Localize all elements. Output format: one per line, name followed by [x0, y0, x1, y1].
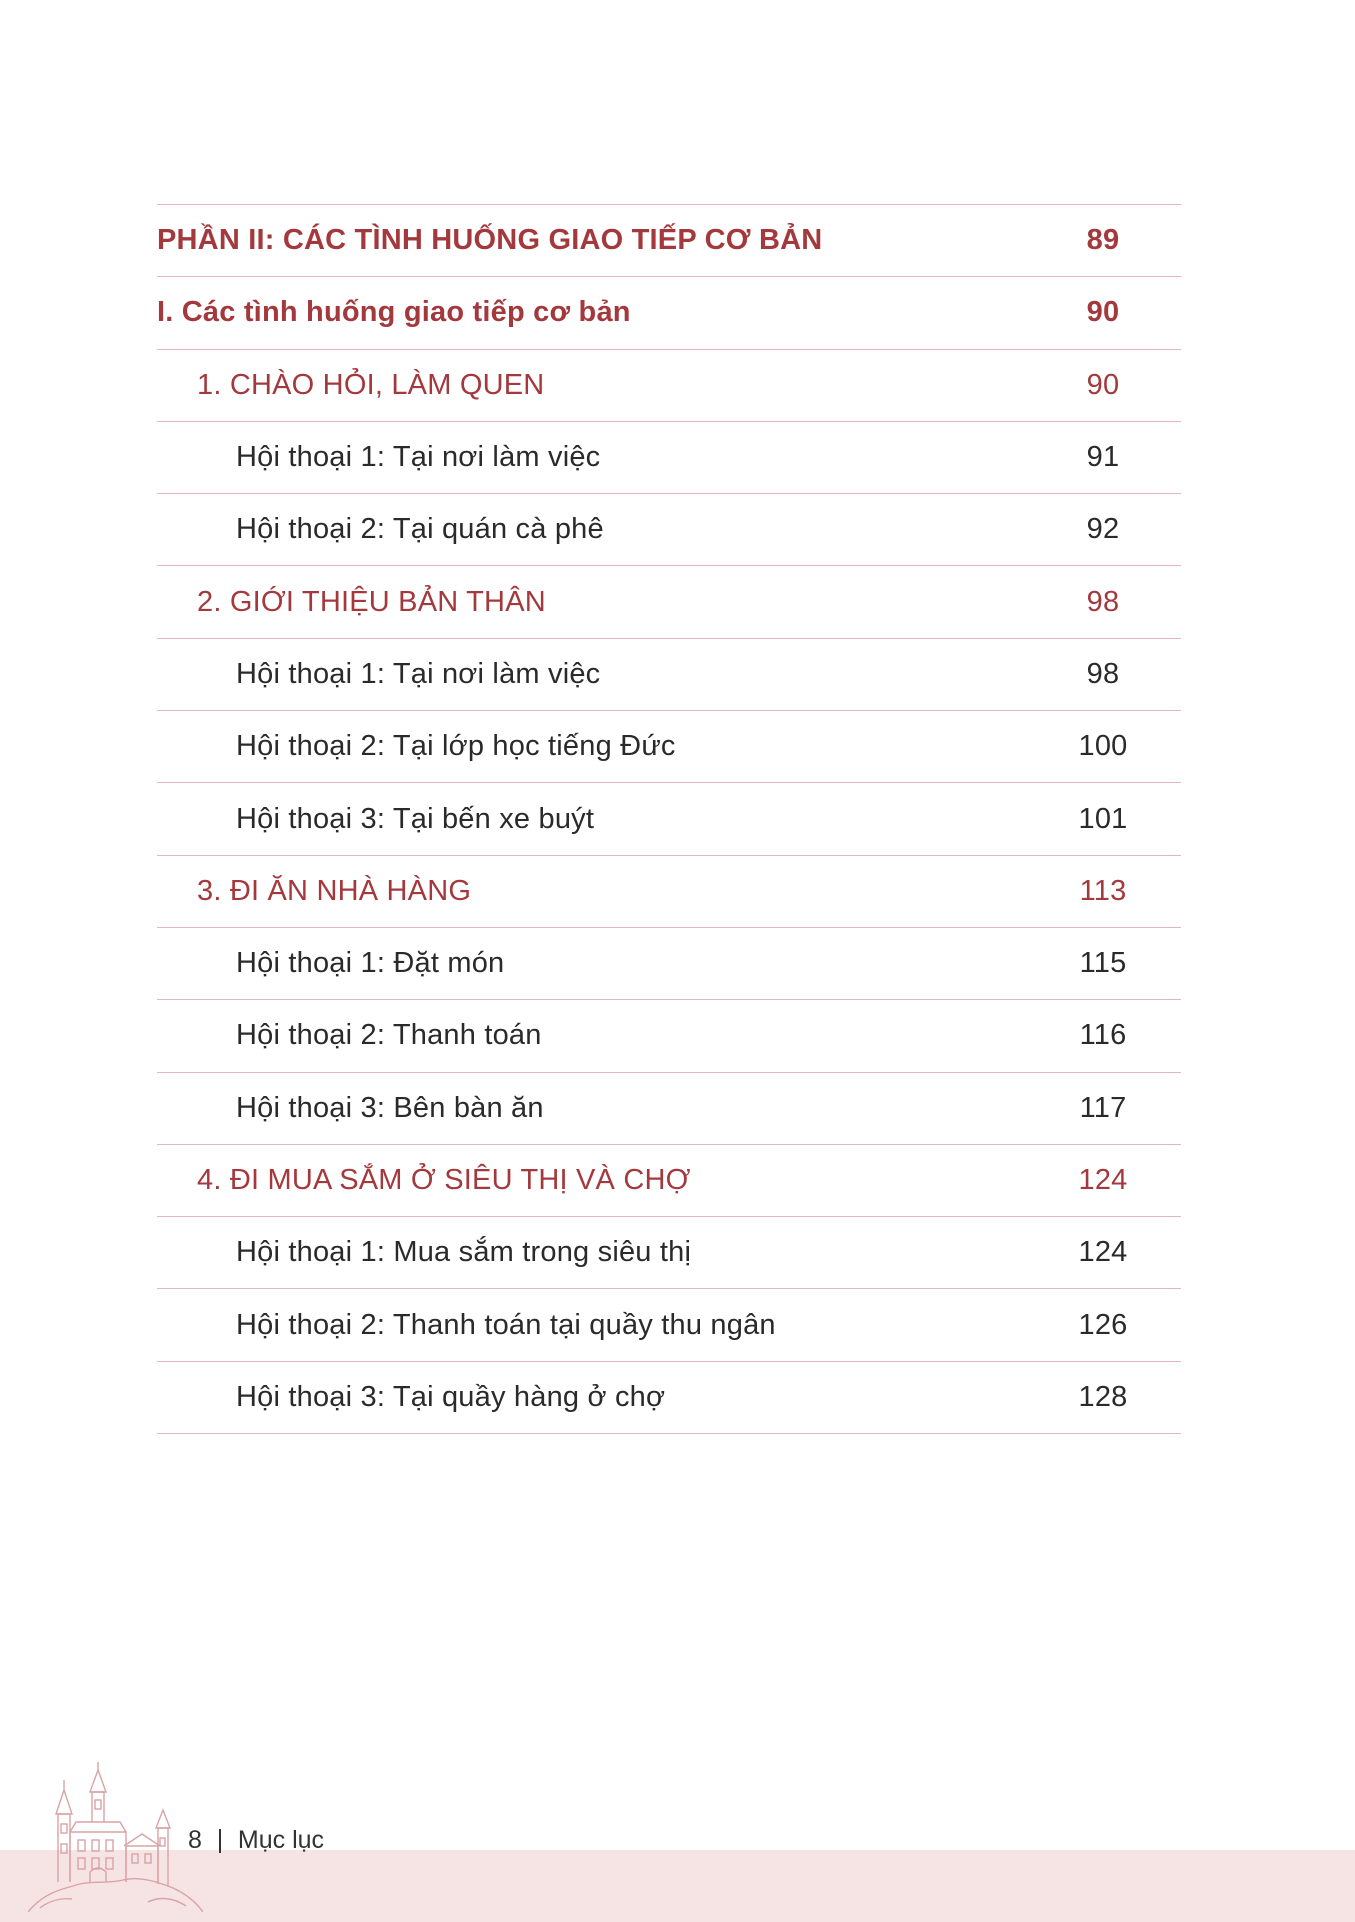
toc-entry-page: 98	[1086, 585, 1120, 618]
toc-row[interactable]	[157, 1289, 1181, 1361]
toc-entry-page: 113	[1079, 874, 1127, 907]
toc-row[interactable]	[157, 856, 1181, 928]
toc-entry-page: 90	[1086, 296, 1120, 329]
toc-entry-title: Hội thoại 2: Tại quán cà phê	[236, 513, 604, 546]
toc-entry-page: 115	[1079, 947, 1127, 980]
toc-entry-title: Hội thoại 1: Mua sắm trong siêu thị	[236, 1236, 692, 1269]
toc-row[interactable]	[157, 422, 1181, 494]
toc-entry-title: 1. CHÀO HỎI, LÀM QUEN	[197, 368, 545, 401]
toc-entry-page: 124	[1078, 1236, 1128, 1269]
toc-row[interactable]	[157, 1145, 1181, 1217]
toc-entry-title: Hội thoại 1: Tại nơi làm việc	[236, 657, 601, 690]
castle-icon	[28, 1762, 203, 1912]
toc-entry-page: 124	[1078, 1164, 1128, 1196]
toc-entry-title: 3. ĐI ĂN NHÀ HÀNG	[197, 874, 472, 907]
folio-divider	[219, 1829, 221, 1853]
toc-entry-page: 100	[1078, 730, 1128, 763]
toc-entry-title: Hội thoại 3: Tại quầy hàng ở chợ	[236, 1380, 666, 1413]
toc-entry-title: Hội thoại 2: Thanh toán tại quầy thu ngân	[236, 1308, 776, 1341]
toc-row[interactable]	[157, 783, 1181, 855]
toc-entry-page: 126	[1078, 1308, 1128, 1341]
toc-row[interactable]	[157, 928, 1181, 1000]
toc-entry-title: Hội thoại 3: Tại bến xe buýt	[236, 802, 595, 835]
toc-entry-page: 90	[1086, 368, 1120, 401]
toc-entry-page: 128	[1078, 1380, 1128, 1413]
toc-entry-page: 92	[1086, 513, 1120, 546]
toc-entry-page: 101	[1078, 802, 1128, 835]
toc-row[interactable]	[157, 350, 1181, 422]
toc-entry-title: 4. ĐI MUA SẮM Ở SIÊU THỊ VÀ CHỢ	[197, 1164, 691, 1196]
table-of-contents	[157, 204, 1181, 1434]
footer-band	[0, 1850, 1355, 1922]
toc-entry-page: 117	[1079, 1091, 1127, 1124]
toc-entry-title: Hội thoại 2: Thanh toán	[236, 1019, 542, 1052]
toc-entry-page: 89	[1086, 224, 1120, 257]
page-number: 8	[188, 1826, 202, 1854]
toc-entry-title: Hội thoại 1: Đặt món	[236, 947, 505, 980]
toc-entry-page: 91	[1086, 441, 1120, 474]
toc-entry-title: PHẦN II: CÁC TÌNH HUỐNG GIAO TIẾP CƠ BẢN	[157, 224, 823, 257]
toc-entry-title: Hội thoại 1: Tại nơi làm việc	[236, 441, 601, 474]
toc-entry-title: Hội thoại 3: Bên bàn ăn	[236, 1091, 544, 1124]
toc-row[interactable]	[157, 1217, 1181, 1289]
toc-row[interactable]	[157, 566, 1181, 638]
toc-row[interactable]	[157, 494, 1181, 566]
toc-row[interactable]	[157, 1000, 1181, 1072]
toc-row[interactable]	[157, 277, 1181, 349]
toc-row[interactable]	[157, 711, 1181, 783]
toc-entry-title: Hội thoại 2: Tại lớp học tiếng Đức	[236, 730, 676, 763]
page-folio	[188, 1826, 324, 1855]
toc-entry-title: 2. GIỚI THIỆU BẢN THÂN	[197, 585, 546, 618]
toc-row[interactable]	[157, 639, 1181, 711]
toc-entry-title: I. Các tình huống giao tiếp cơ bản	[157, 296, 631, 329]
toc-entry-page: 116	[1079, 1019, 1127, 1052]
toc-row[interactable]	[157, 1073, 1181, 1145]
section-label: Mục lục	[237, 1826, 325, 1854]
toc-row[interactable]	[157, 205, 1181, 277]
toc-row[interactable]	[157, 1362, 1181, 1434]
toc-entry-page: 98	[1086, 657, 1120, 690]
